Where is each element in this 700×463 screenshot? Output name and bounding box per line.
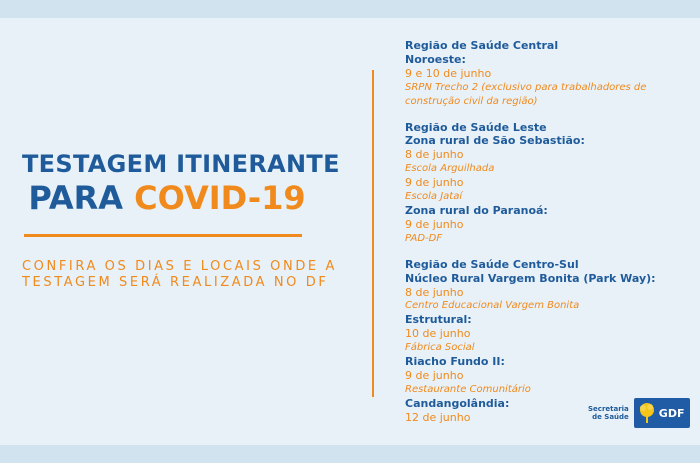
subtitle: CONFIRA OS DIAS E LOCAIS ONDE A TESTAGEM SERÁ REALIZADA NO DF xyxy=(22,259,337,290)
place-name: Zona rural de São Sebastião: xyxy=(405,134,585,148)
testing-location: Centro Educacional Vargem Bonita xyxy=(405,300,580,312)
testing-location: Escola Arguilhada xyxy=(405,163,495,175)
testing-date: 8 de junho xyxy=(405,285,464,299)
region-title: Região de Saúde Centro-Sul xyxy=(405,257,579,271)
title-divider xyxy=(24,234,302,237)
bottom-band xyxy=(0,445,700,463)
place-name: Noroeste: xyxy=(405,52,466,66)
secretaria-label xyxy=(588,405,629,421)
secretaria-line-2: de Saúde xyxy=(592,413,629,421)
region-title: Região de Saúde Leste xyxy=(405,120,547,134)
title-covid: COVID-19 xyxy=(134,179,306,217)
secretaria-line-1: Secretaria xyxy=(588,405,629,413)
regions-list xyxy=(405,39,690,437)
region-title: Região de Saúde Central xyxy=(405,39,559,52)
secretaria-gdf-logo xyxy=(588,398,690,428)
title-line-1: TESTAGEM ITINERANTE xyxy=(22,150,340,178)
testing-date: 8 de junho xyxy=(405,148,464,162)
testing-date: 10 de junho xyxy=(405,327,471,341)
testing-date: 12 de junho xyxy=(405,410,471,424)
place-name: Núcleo Rural Vargem Bonita (Park Way): xyxy=(405,271,656,285)
top-band xyxy=(0,0,700,18)
testing-date: 9 de junho xyxy=(405,368,464,382)
headline-block xyxy=(22,150,352,291)
testing-date: 9 e 10 de junho xyxy=(405,66,492,80)
testing-date: 9 de junho xyxy=(405,217,464,231)
testing-location: Restaurante Comunitário xyxy=(405,383,531,395)
testing-location: SRPN Trecho 2 (exclusivo para trabalhadores de construção civil da região) xyxy=(405,81,647,107)
testing-location: PAD-DF xyxy=(405,232,443,244)
gdf-badge xyxy=(634,398,690,428)
title-line-2 xyxy=(22,178,312,218)
testing-date: 9 de junho xyxy=(405,176,464,190)
place-name: Riacho Fundo II: xyxy=(405,355,505,369)
place-name: Zona rural do Paranoá: xyxy=(405,203,548,217)
region-block xyxy=(405,121,690,246)
vertical-divider xyxy=(372,70,374,397)
gdf-label: GDF xyxy=(658,406,685,420)
title-para: PARA xyxy=(28,179,124,217)
testing-location: Fábrica Social xyxy=(405,342,475,354)
region-block xyxy=(405,39,690,109)
testing-location: Escola Jataí xyxy=(405,191,463,203)
place-name: Candangolândia: xyxy=(405,396,510,410)
ipe-tree-icon xyxy=(637,402,657,424)
place-name: Estrutural: xyxy=(405,313,472,327)
